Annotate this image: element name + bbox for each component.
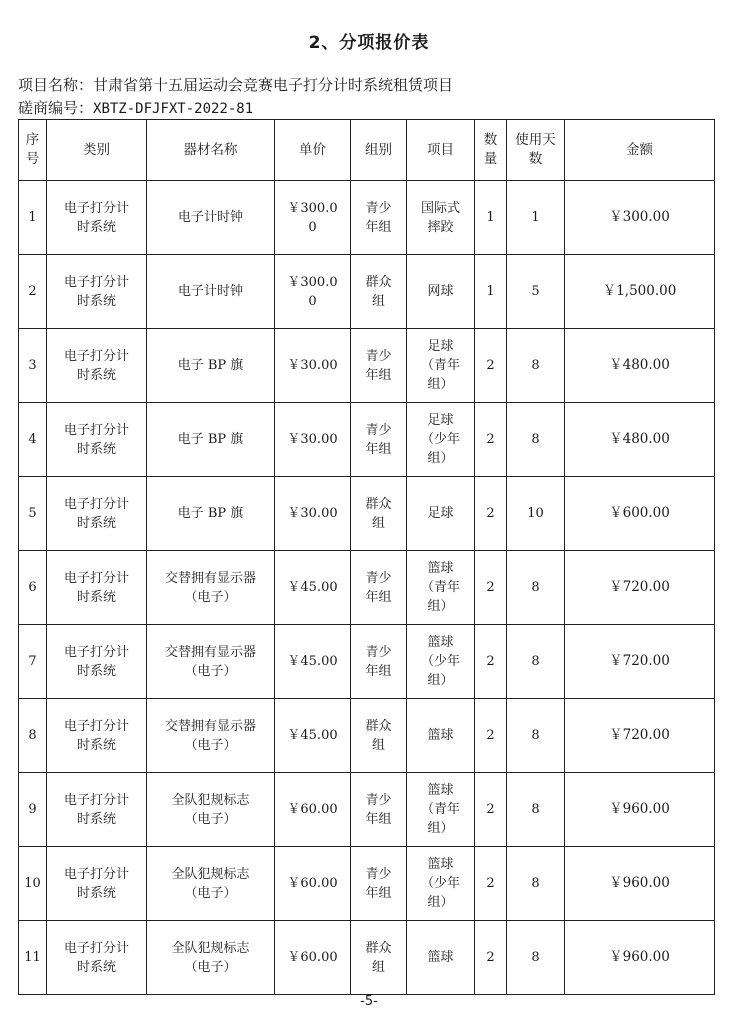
header-qty: 数 量 <box>475 120 507 181</box>
cell-amount: ￥1,500.00 <box>565 255 715 329</box>
project-line <box>18 74 453 95</box>
code-line <box>18 97 253 118</box>
cell-qty: 1 <box>475 255 507 329</box>
cell-item: 篮球 <box>407 921 475 995</box>
cell-name: 电子 BP 旗 <box>147 403 275 477</box>
table-row <box>19 625 715 699</box>
cell-days: 8 <box>507 921 565 995</box>
cell-price: ￥30.00 <box>275 403 351 477</box>
cell-group: 群众 组 <box>351 255 407 329</box>
cell-qty: 2 <box>475 551 507 625</box>
cell-group: 群众 组 <box>351 921 407 995</box>
cell-amount: ￥720.00 <box>565 699 715 773</box>
cell-no: 9 <box>19 773 47 847</box>
cell-days: 8 <box>507 329 565 403</box>
header-price: 单价 <box>275 120 351 181</box>
cell-category: 电子打分计 时系统 <box>47 329 147 403</box>
header-amount: 金额 <box>565 120 715 181</box>
cell-days: 8 <box>507 403 565 477</box>
quote-table <box>18 119 715 995</box>
table-row <box>19 699 715 773</box>
cell-no: 8 <box>19 699 47 773</box>
cell-price: ￥30.00 <box>275 477 351 551</box>
cell-item: 足球 <box>407 477 475 551</box>
header-group: 组别 <box>351 120 407 181</box>
table-row <box>19 921 715 995</box>
cell-no: 10 <box>19 847 47 921</box>
cell-price: ￥300.0 0 <box>275 255 351 329</box>
page-title: 2、分项报价表 <box>308 33 430 53</box>
cell-days: 5 <box>507 255 565 329</box>
cell-name: 电子 BP 旗 <box>147 329 275 403</box>
table-row <box>19 255 715 329</box>
cell-category: 电子打分计 时系统 <box>47 773 147 847</box>
header-category: 类别 <box>47 120 147 181</box>
cell-days: 8 <box>507 699 565 773</box>
cell-no: 6 <box>19 551 47 625</box>
cell-qty: 2 <box>475 921 507 995</box>
cell-price: ￥30.00 <box>275 329 351 403</box>
cell-days: 8 <box>507 847 565 921</box>
cell-qty: 2 <box>475 403 507 477</box>
cell-item: 足球 （青年 组） <box>407 329 475 403</box>
table-row <box>19 181 715 255</box>
cell-name: 全队犯规标志 （电子） <box>147 921 275 995</box>
cell-qty: 2 <box>475 625 507 699</box>
cell-days: 8 <box>507 773 565 847</box>
cell-group: 青少 年组 <box>351 329 407 403</box>
cell-price: ￥45.00 <box>275 625 351 699</box>
table-row <box>19 773 715 847</box>
cell-name: 交替拥有显示器 （电子） <box>147 625 275 699</box>
cell-category: 电子打分计 时系统 <box>47 181 147 255</box>
cell-category: 电子打分计 时系统 <box>47 847 147 921</box>
cell-qty: 2 <box>475 699 507 773</box>
cell-group: 青少 年组 <box>351 403 407 477</box>
cell-name: 电子计时钟 <box>147 181 275 255</box>
cell-item: 篮球 （青年 组） <box>407 551 475 625</box>
cell-item: 足球 （少年 组） <box>407 403 475 477</box>
cell-price: ￥60.00 <box>275 847 351 921</box>
cell-days: 1 <box>507 181 565 255</box>
cell-item: 篮球 （少年 组） <box>407 625 475 699</box>
header-no: 序 号 <box>19 120 47 181</box>
cell-amount: ￥480.00 <box>565 329 715 403</box>
project-name: 甘肃省第十五届运动会竞赛电子打分计时系统租赁项目 <box>93 76 454 94</box>
cell-amount: ￥960.00 <box>565 847 715 921</box>
table-row <box>19 329 715 403</box>
cell-price: ￥60.00 <box>275 773 351 847</box>
cell-name: 电子计时钟 <box>147 255 275 329</box>
cell-price: ￥45.00 <box>275 551 351 625</box>
cell-name: 电子 BP 旗 <box>147 477 275 551</box>
cell-item: 网球 <box>407 255 475 329</box>
cell-amount: ￥600.00 <box>565 477 715 551</box>
header-name: 器材名称 <box>147 120 275 181</box>
table-row <box>19 551 715 625</box>
cell-category: 电子打分计 时系统 <box>47 477 147 551</box>
cell-qty: 2 <box>475 477 507 551</box>
cell-amount: ￥720.00 <box>565 551 715 625</box>
cell-item: 国际式 摔跤 <box>407 181 475 255</box>
header-days: 使用天 数 <box>507 120 565 181</box>
table-row <box>19 847 715 921</box>
cell-no: 5 <box>19 477 47 551</box>
cell-group: 群众 组 <box>351 699 407 773</box>
cell-qty: 2 <box>475 329 507 403</box>
cell-name: 交替拥有显示器 （电子） <box>147 699 275 773</box>
cell-category: 电子打分计 时系统 <box>47 551 147 625</box>
cell-group: 群众 组 <box>351 477 407 551</box>
cell-no: 4 <box>19 403 47 477</box>
cell-no: 3 <box>19 329 47 403</box>
cell-name: 全队犯规标志 （电子） <box>147 773 275 847</box>
table-body <box>19 181 715 995</box>
table-row <box>19 477 715 551</box>
cell-no: 7 <box>19 625 47 699</box>
cell-days: 10 <box>507 477 565 551</box>
header-item: 项目 <box>407 120 475 181</box>
cell-no: 11 <box>19 921 47 995</box>
cell-group: 青少 年组 <box>351 773 407 847</box>
cell-category: 电子打分计 时系统 <box>47 255 147 329</box>
cell-group: 青少 年组 <box>351 181 407 255</box>
cell-group: 青少 年组 <box>351 551 407 625</box>
cell-no: 1 <box>19 181 47 255</box>
cell-days: 8 <box>507 625 565 699</box>
code-value: XBTZ-DFJFXT-2022-81 <box>93 101 254 117</box>
cell-category: 电子打分计 时系统 <box>47 699 147 773</box>
cell-item: 篮球 （青年 组） <box>407 773 475 847</box>
cell-amount: ￥300.00 <box>565 181 715 255</box>
cell-item: 篮球 <box>407 699 475 773</box>
cell-price: ￥60.00 <box>275 921 351 995</box>
project-label: 项目名称： <box>18 76 94 94</box>
cell-category: 电子打分计 时系统 <box>47 625 147 699</box>
cell-category: 电子打分计 时系统 <box>47 403 147 477</box>
cell-price: ￥45.00 <box>275 699 351 773</box>
code-label: 磋商编号： <box>18 99 94 117</box>
cell-qty: 1 <box>475 181 507 255</box>
cell-amount: ￥720.00 <box>565 625 715 699</box>
cell-amount: ￥480.00 <box>565 403 715 477</box>
cell-qty: 2 <box>475 847 507 921</box>
cell-name: 交替拥有显示器 （电子） <box>147 551 275 625</box>
cell-price: ￥300.0 0 <box>275 181 351 255</box>
cell-item: 篮球 （少年 组） <box>407 847 475 921</box>
cell-category: 电子打分计 时系统 <box>47 921 147 995</box>
table-row <box>19 403 715 477</box>
cell-amount: ￥960.00 <box>565 921 715 995</box>
cell-name: 全队犯规标志 （电子） <box>147 847 275 921</box>
cell-group: 青少 年组 <box>351 625 407 699</box>
cell-group: 青少 年组 <box>351 847 407 921</box>
cell-qty: 2 <box>475 773 507 847</box>
table-header <box>19 120 715 181</box>
cell-days: 8 <box>507 551 565 625</box>
page-number: -5- <box>360 994 378 1009</box>
cell-no: 2 <box>19 255 47 329</box>
cell-amount: ￥960.00 <box>565 773 715 847</box>
